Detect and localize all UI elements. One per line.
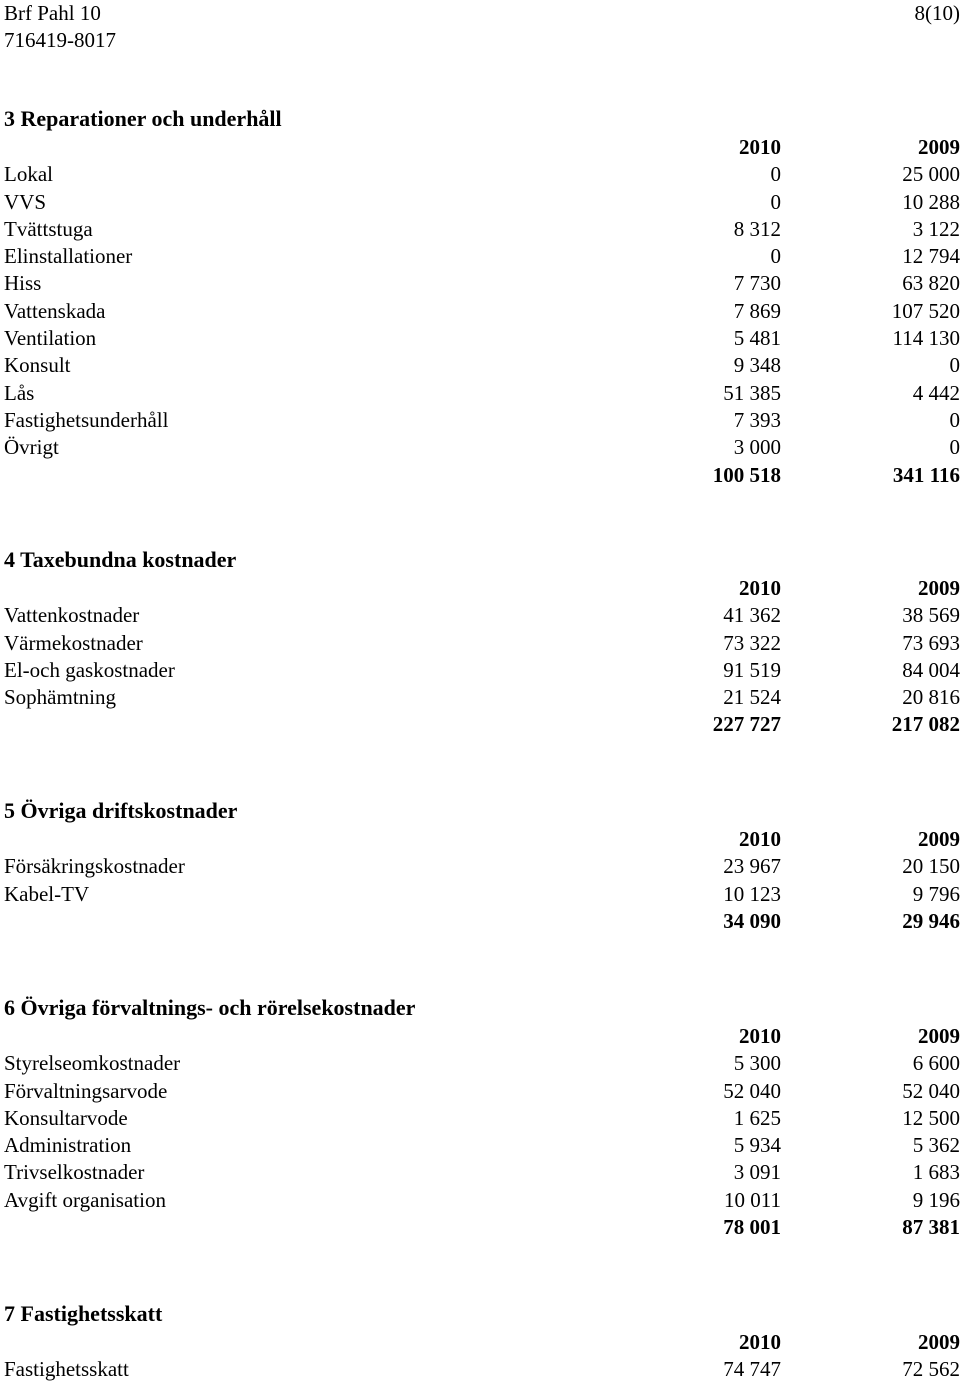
total-2009: 29 946 [902,908,960,933]
table-row [4,602,960,629]
year-header-row [4,575,960,602]
row-label: Lås [4,380,35,405]
value-2010: 7 393 [733,407,781,432]
value-2010: 5 481 [733,326,781,351]
table-row [4,380,960,407]
value-2009: 73 693 [902,630,960,655]
total-row [4,462,960,489]
value-2009: 4 442 [912,380,960,405]
row-label: Administration [4,1133,132,1158]
table-row [4,270,960,297]
value-2009: 0 [949,407,960,432]
value-2010: 0 [770,162,781,187]
value-2010: 3 091 [733,1160,781,1185]
row-label: Konsultarvode [4,1105,128,1130]
year-header-row [4,826,960,853]
row-label: Styrelseomkostnader [4,1051,181,1076]
row-label: El-och gaskostnader [4,657,175,682]
total-2010: 34 090 [723,908,781,933]
value-2009: 9 196 [912,1187,960,1212]
year-col-2: 2009 [918,135,960,159]
year-header-row [4,1329,960,1356]
value-2009: 63 820 [902,271,960,296]
table-row [4,189,960,216]
year-col-2: 2009 [918,1024,960,1048]
table-row [4,216,960,243]
row-label: Fastighetsunderhåll [4,407,169,432]
value-2009: 72 562 [902,1357,960,1382]
row-label: Fastighetsskatt [4,1357,129,1382]
value-2009: 6 600 [912,1051,960,1076]
value-2010: 74 747 [723,1357,781,1382]
value-2009: 5 362 [912,1133,960,1158]
total-row [4,1214,960,1241]
value-2009: 84 004 [902,657,960,682]
value-2010: 52 040 [723,1078,781,1103]
table-row [4,684,960,711]
table-row [4,243,960,270]
value-2009: 10 288 [902,189,960,214]
table-row [4,434,960,461]
section-ovriga-drift [4,796,960,935]
row-label: Hiss [4,271,42,296]
value-2009: 20 816 [902,685,960,710]
table-row [4,1356,960,1383]
table-row [4,352,960,379]
year-col-1: 2010 [739,576,781,600]
section-fastighetsskatt [4,1299,960,1384]
org-number: 716419-8017 [4,28,116,52]
year-col-1: 2010 [739,1330,781,1354]
row-label: Konsult [4,353,71,378]
table-row [4,407,960,434]
year-col-2: 2009 [918,576,960,600]
row-label: Kabel-TV [4,881,90,906]
table-row [4,1105,960,1132]
value-2010: 7 730 [733,271,781,296]
section-title: 6 Övriga förvaltnings- och rörelsekostnader [4,995,416,1020]
row-label: Övrigt [4,435,59,460]
year-col-1: 2010 [739,827,781,851]
row-label: Vattenskada [4,298,106,323]
value-2009: 0 [949,353,960,378]
row-label: Försäkringskostnader [4,854,185,879]
value-2009: 25 000 [902,162,960,187]
row-label: Sophämtning [4,685,117,710]
total-2009: 87 381 [902,1215,960,1240]
year-col-1: 2010 [739,1024,781,1048]
page-number: 8(10) [914,1,960,25]
table-row [4,1050,960,1077]
value-2010: 21 524 [723,685,781,710]
value-2010: 7 869 [733,298,781,323]
section-title: 4 Taxebundna kostnader [4,547,237,572]
row-label: Trivselkostnader [4,1160,145,1185]
section-ovriga-forvaltning [4,993,960,1241]
value-2009: 12 500 [902,1105,960,1130]
section-taxebundna [4,545,960,739]
value-2009: 12 794 [902,244,960,269]
value-2010: 5 300 [733,1051,781,1076]
year-col-2: 2009 [918,1330,960,1354]
row-label: Elinstallationer [4,244,133,269]
row-label: Tvättstuga [4,216,93,241]
row-label: Förvaltningsarvode [4,1078,168,1103]
row-label: Ventilation [4,326,97,351]
section-title: 7 Fastighetsskatt [4,1301,163,1326]
row-label: Vattenkostnader [4,603,140,628]
year-header-row [4,1023,960,1050]
total-2010: 100 518 [712,462,781,487]
section-title: 5 Övriga driftskostnader [4,798,238,823]
table-row [4,657,960,684]
value-2009: 52 040 [902,1078,960,1103]
section-title: 3 Reparationer och underhåll [4,106,282,131]
value-2010: 73 322 [723,630,781,655]
value-2009: 9 796 [912,881,960,906]
total-2010: 78 001 [723,1215,781,1240]
row-label: Avgift organisation [4,1187,166,1212]
year-header-row [4,134,960,161]
table-row [4,298,960,325]
value-2010: 1 625 [733,1105,781,1130]
value-2009: 1 683 [912,1160,960,1185]
row-label: Lokal [4,162,53,187]
table-row [4,853,960,880]
value-2009: 38 569 [902,603,960,628]
value-2010: 23 967 [723,854,781,879]
table-row [4,1132,960,1159]
table-row [4,325,960,352]
table-row [4,1159,960,1186]
value-2010: 91 519 [723,657,781,682]
year-col-1: 2010 [739,135,781,159]
value-2009: 20 150 [902,854,960,879]
total-row [4,711,960,738]
table-row [4,630,960,657]
total-row [4,908,960,935]
value-2010: 0 [770,189,781,214]
value-2010: 8 312 [733,216,781,241]
table-row [4,161,960,188]
value-2010: 9 348 [733,353,781,378]
table-row [4,1187,960,1214]
table-row [4,881,960,908]
table-row [4,1078,960,1105]
total-2009: 341 116 [892,462,960,487]
org-name: Brf Pahl 10 [4,1,101,25]
page-header [4,0,960,54]
value-2010: 51 385 [723,380,781,405]
value-2010: 10 011 [724,1187,781,1212]
value-2010: 10 123 [723,881,781,906]
value-2009: 114 130 [892,326,960,351]
value-2010: 41 362 [723,603,781,628]
section-reparationer [4,104,960,489]
total-2010: 227 727 [712,712,781,737]
row-label: Värmekostnader [4,630,143,655]
value-2010: 3 000 [733,435,781,460]
year-col-2: 2009 [918,827,960,851]
value-2010: 0 [770,244,781,269]
total-2009: 217 082 [891,712,960,737]
value-2009: 107 520 [891,298,960,323]
value-2009: 3 122 [912,216,960,241]
value-2010: 5 934 [733,1133,781,1158]
value-2009: 0 [949,435,960,460]
row-label: VVS [4,189,47,214]
